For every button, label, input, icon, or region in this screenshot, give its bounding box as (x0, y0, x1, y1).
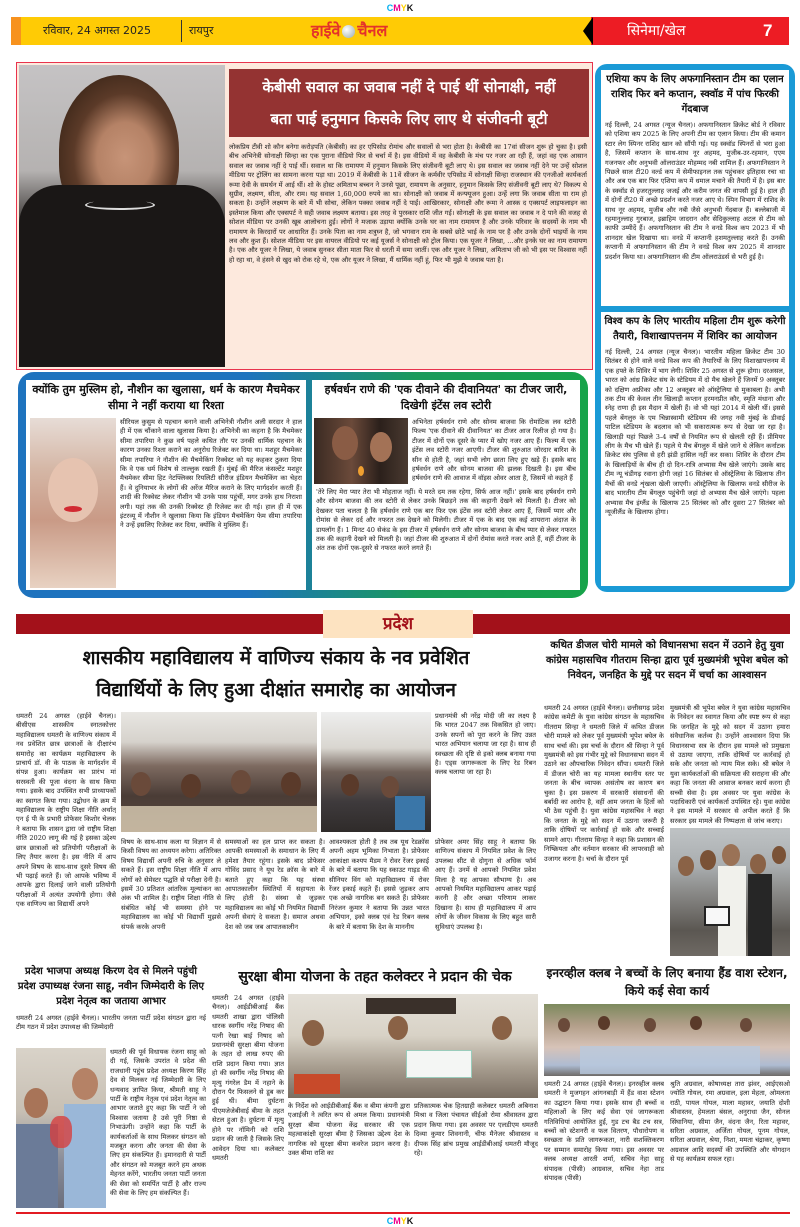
headline-diesel: कथित डीजल चोरी मामले को विधानसभा सदन में उठाने हेतु युवा कांग्रेस महासचिव गीतराम सिन्हा द्वारा पूर्व मुख्यमंत्री भूपेश बघेल को निवेदन, जनहित के मुद्दे पर सदन में चर्चा का आश्वासन (545, 640, 789, 681)
story-nausheen (26, 380, 306, 590)
section-label: सिनेमा/खेल (627, 23, 686, 39)
story-insurance-col2: के निर्देश को आईडीबीआई बैंक व बीमा कंपनी द्वारा एआईजी ने त्वरित रूप से अमल किया। प्रधानमंत्री सुरक्षा बीमा योजना केंद्र सरकार की एक महत्वाकांक्षी सुरक्षा बीमा है जिसका उद्देश्य देश के नागरिक को सुरक्षा बीमा कवरेज प्रदान करना है। उक्त बीमा राशि का (288, 1102, 410, 1158)
story-women-cricket-body: नई दिल्ली, 24 अगस्त (न्यूज चैनल)। भारतीय महिला क्रिकेट टीम 30 सितंबर से होने वाले वनडे विश्व कप की तैयारियों के लिए विशाखापत्तनम में एक हफ्ते के शिविर में भाग लेगी। शिविर 25 अगस्त से शुरू होगा। दरअसल, भारत को आंध्र क्रिकेट संघ के स्टेडियम में दो मैच खेलने हैं जिनमें 9 अक्तूबर को दक्षिण अफ्रीका और 12 अक्तूबर को ऑस्ट्रेलिया से मुकाबला है। अभी तक टीम की केवल तीन खिलाड़ी कप्तान हरमनप्रीत कौर, स्मृति मंधाना और स्नेह राणा ही इस मैदान में खेली हैं। वो भी यहां 2014 में खेली थीं। इससे पहले बेंगलुरु के एम चिन्नास्वामी स्टेडियम की जगह नवी मुंबई के डीवाई पाटिल स्टेडियम के बदलाव को भी सकारात्मक रूप से देखा जा रहा है। खिलाड़ी यहां पिछले 3-4 वर्षों से नियमित रूप से खेलती रही हैं। प्रीमियर लीग के मैच भी खेले हैं। पहले ये मैच बेंगलुरु में खेले जाने थे लेकिन कर्नाटक क्रिकेट संघ पुलिस से हरी झंडी हासिल नहीं कर सका। शिविर के दौरान टीम के खिलाड़ियों के बीच ही दो दिन-रात्रि अभ्यास मैच खेले जाएंगे। उसके बाद टीम न्यू चंडीगढ़ रवाना होगी जहां 16 सितंबर से ऑस्ट्रेलिया के खिलाफ तीन मैचों की वनडे शृंखला खेली जाएगी। ऑस्ट्रेलिया के खिलाफ वनडे सीरीज के बाद भारतीय टीम बेंगलूरु पहुंचेगी जहां दो अभ्यास मैच खेले जाएंगे। पहला अभ्यास मैच इंग्लैंड के खिलाफ 25 सितंबर को और दूसरा 27 सितंबर को न्यूजीलैंड के खिलाफ होगा। (605, 348, 785, 516)
story-college-col2: विषय के साथ-साथ कला या विज्ञान में से किसी विषय का अध्ययन करेगा। अतिरिक्त विषय विद्यार्थी अपनी रुचि के अनुसार ले सकते हैं। इस राष्ट्रीय शिक्षा नीति में आप लोगों को सेमेस्टर पद्धति से परीक्षा देनी है। इसमें 30 प्रतिशत आंतरिक मूल्यांकन का अंक भी शामिल है। राष्ट्रीय शिक्षा नीति से संबंधित कोई भी समस्या होने पर महाविद्यालय का कोई भी विद्यार्थी मुझसे संपर्क करके अपनी (121, 838, 221, 931)
headline-insurance: सुरक्षा बीमा योजना के तहत कलेक्टर ने प्रदान की चेक (238, 969, 512, 985)
congress-delegation-photo (670, 828, 790, 956)
story-college-col4: आवश्यकता होती है तब तब यूथ रेडक्रॉस अपनी अहम भूमिका निभाता है। प्रोफेसर आकांक्षा कश्यप मैडम ने रोवर रेंजर इकाई के बारे में बताया कि यह स्काउट गाइड की सीनियर विंग को महाविद्यालय में रोवर रेंजर इकाई कहते हैं। इससे जुड़कर आप एक अच्छे नागरिक बन सकते हैं। प्रोफेसर निरंजन कुमार ने बताया कि उन्नत भारत अभियान, इको क्लब एवं रेड रिबन क्लब के बारे में बताया कि देश के माननीय (329, 838, 429, 931)
section-banner-label: प्रदेश (323, 610, 473, 638)
headline-afghanistan: एशिया कप के लिए अफगानिस्तान टीम का एलान राशिद फिर बने कप्तान, स्क्वॉड में पांच फिरकी गेंदबाज (606, 74, 784, 115)
chevron-left-icon (583, 17, 593, 45)
story-harshvardhan-body-top: अभिनेता हर्षवर्धन राणे और सोनम बाजवा कि रोमांटिक लव स्टोरी फिल्म 'एक दीवाने की दीवानियत' का टीजर आज रिलीज हो गया है। टीजर में दोनों एक दूसरे के प्यार में खोए नजर आए हैं। फिल्म में एक इंटेंस लव स्टोरी नजर आएगी। टीजर की शुरुआत जोरदार बारिश के सीन से होती है, जहां सभी लोग छाता लिए हुए खड़े हैं। इसके बाद हर्षवर्धन राणे और सोनम बाजवा की झलक दिखती है। इस बीच हर्षवर्धन राणे की आवाज में वॉइस ओवर आता है, जिसमें वो कहते हैं (412, 418, 576, 483)
edition-city: रायपुर (189, 24, 214, 37)
story-diesel-col1: धमतरी 24 अगस्त (हाईवे चैनल)। छत्तीसगढ़ प्रदेश कांग्रेस कमेटी के युवा कांग्रेस संगठन के महासचिव गीतराम सिन्हा ने धमतरी जिले में कथित डीजल चोरी मामले को लेकर पूर्व मुख्यमंत्री भूपेश बघेल के साथ चर्चा की। इस चर्चा के दौरान श्री सिन्हा ने पूर्व मुख्यमंत्री को इस गंभीर मुद्दे को विधानसभा सदन में उठाने का औपचारिक निवेदन सौंपा। धमतरी जिले में डीजल चोरी का यह मामला स्थानीय स्तर पर जनता के बीच व्यापक असंतोष का कारण बन चुका है। इस प्रकरण में सरकारी संसाधनों की बर्बादी का आरोप है, वहीं आम जनता के हितों को भी ठेस पहुंची है। युवा कांग्रेस महासचिव ने कहा कि जनता के मुद्दे को सदन में उठाना जरूरी है ताकि दोषियों पर कार्रवाई हो सके और सच्चाई सामने आए। गीतराम सिन्हा ने कहा कि प्रशासन की निष्क्रियता और वर्तमान सरकार की लापरवाही को उजागर करना है। चर्चा के दौरान पूर्व (544, 704, 664, 863)
story-afghanistan (601, 70, 789, 306)
page-number: 7 (763, 21, 773, 40)
story-bjp-body: धमतरी की पूर्व विधायक रंजना साहू को दी गई, जिसके उपरांत वे प्रदेश की राजधानी पहुंच प्रदेश अध्यक्ष किरण सिंह देव से मिलकर नई जिम्मेदारी के लिए धन्यवाद ज्ञापित किया, श्रीमती साहू ने पार्टी के राष्ट्रीय नेतृत्व एवं प्रदेश नेतृत्व का आभार जताते हुए कहा कि पार्टी ने जो विश्वास जताया है उसे पूरी निष्ठा से निभाऊंगी। उन्होंने कहा कि पार्टी के कार्यकर्ताओं के साथ मिलकर संगठन को मजबूत करना और जनता की सेवा के लिए हम संकल्पित हैं। इमानदारी से पार्टी और संगठन को मजबूत करने हम अथक मेहनत करेंगे, भारतीय जनता पार्टी जनता की सेवा को समर्पित पार्टी है और राज्य की सेवा के लिए हम संकल्पित हैं। (110, 1048, 206, 1198)
print-registration-mark-bottom: CMYK (386, 1216, 414, 1226)
headline-college: शासकीय महाविद्यालय में वाणिज्य संकाय के नव प्रवेशित विद्यार्थियों के लिए हुआ दीक्षांत समारोह का आयोजन (82, 647, 470, 701)
college-hall-photo (321, 712, 431, 832)
sonakshi-photo (19, 65, 225, 367)
story-insurance-col3: प्रतिकात्मक चेक हितग्राही कलेक्टर धमतरी अबिनाश मिश्रा व जिला पंचायत सीईओ रोमा श्रीवास्तव द्वारा प्रदान किया गया। इस अवसर पर एलडीएम धमतरी दिव्या कुमार शिवनानी, चीफ मैनेजर श्रीवास्तव व दीपक सिंह ब्रांच प्रमुख आईडीबीआई धमतरी मौजूद रहे। (414, 1102, 538, 1158)
headline-harshvardhan: हर्षवर्धन राणे की 'एक दीवाने की दीवानियत' का टीजर जारी, दिखेगी इंटेंस लव स्टोरी (324, 383, 568, 412)
story-innerwheel-col1: धमतरी 24 अगस्त (हाईवे चैनल)। इनरव्हील क्लब धमतरी ने मुजगहन आंगनबाड़ी में हैंड वाश स्टेशन का उद्घाटन किया गया। इसके साथ ही बच्चों व महिलाओं के लिए कई सेवा एवं जागरूकता गतिविधियां आयोजित हुईं, गुड टच बैड टच सत्र, बच्चों को स्टेशनरी व फल वितरण, पौधारोपण व स्वच्छता के प्रति जागरूकता, नारी सशक्तिकरण पर सम्मान समारोह किया गया। इस अवसर पर क्लब अध्यक्ष आरती शर्मा, सचिव नेहा साहू संपादक (पीसी) आग्रवाल, सचिव नेहा ताड संपादक (पीसी) (544, 1080, 664, 1183)
innerwheel-group-photo (544, 1004, 790, 1076)
section-tab (591, 17, 789, 45)
story-college-col3: समस्याओं का हल प्राप्त कर सकता है। आपकी समस्याओं के समाधान के लिए मैं हमेशा तैयार रहूंगा। इसके बाद प्रोफेसर गोविंद प्रसाद ने यूथ रेड क्रॉस के बारे में बताते हुए कहा कि यह संस्था आपातकालीन स्थितियों में सहायता के लिए होती है। संस्था से जुड़कर महाविद्यालय का कोई भी नियमित विद्यार्थी अपनी सेवाएं दे सकता है। समाज अथवा देश को जब जब आपातकालीन (225, 838, 325, 931)
newspaper-logo: हाईवे चैनल (311, 21, 388, 40)
story-kbc-body: लोकप्रिय टीवी शो कौन बनेगा करोड़पति (केबीसी) का हर एपिसोड रोमांच और सवालों से भरा होता है। केबीसी का 17वां सीजन शुरू हो चुका है। इसी बीच अभिनेत्री सोनाक्षी सिन्हा का एक पुराना वीडियो फिर से चर्चा में है। इस वीडियो में वह केबीसी के मंच पर नजर आ रही हैं, जहां वह एक आसान सवाल का जवाब नहीं दे पाई थीं। सवाल था कि रामायण में हनुमान किसके लिए संजीवनी बूटी लाए थे। इस सवाल का जवाब नहीं देने पर उन्हें सोशल मीडिया पर ट्रोलिंग का सामना करना पड़ा था। 2019 में केबीसी के 11वें सीजन के कर्मवीर एपिसोड में सोनाक्षी सिन्हा राजस्थान की एनजीओ कार्यकर्ता रूमा देवी के समर्थन में आई थीं। शो के होस्ट अमिताभ बच्चन ने उनसे पूछा, रामायण के अनुसार, हनुमान किसके लिए संजीवनी बूटी लाए थे? विकल्प थे सुग्रीव, लक्ष्मण, सीता, और राम। यह सवाल 1,60,000 रुपये का था। सोनाक्षी को जवाब में कन्फ्यूजन हुआ। उन्हें लगा कि जवाब सीता या राम हो सकता है। उन्होंने लक्ष्मण के बारे में भी सोचा, लेकिन पक्का जवाब नहीं दे पाईं। आखिरकार, सोनाक्षी और रूमा ने आस्क द एक्सपर्ट लाइफलाइन का इस्तेमाल किया और एक्सपर्ट ने सही जवाब लक्ष्मण बताया। इस तरह वे पुरस्कार राशि जीत गईं। सोनाक्षी के इस सवाल का जवाब न दे पाने की वजह से सोशल मीडिया पर उनकी खूब आलोचना हुई। लोगों ने मजाक उड़ाया क्योंकि उनके घर का नाम रामायण है और उनके परिवार के सदस्यों के नाम भी रामायण के किरदारों पर आधारित हैं। उनके पिता का नाम शत्रुघ्न है, जो भगवान राम के सबसे छोटे भाई के नाम पर है और उनके दोनों भाइयों के नाम लव और कुश हैं। सोशल मीडिया पर इस वायरल वीडियो पर कई यूजर्स ने सोनाक्षी को ट्रोल किया। एक यूजर ने लिखा, ...और इनके घर का नाम रामायण है। एक और यूजर ने लिखा, ये जवाब सुनकर सीता माता फिर से धरती में समा जातीं। एक और यूजर ने लिखा, अमिताभ जी को भी इस पर विश्वास नहीं हो रहा था, वे हंसने से खुद को रोक रहे थे, एक और यूजर ने लिखा, मैं धार्मिक नहीं हूं, फिर भी मुझे ये जवाब पता है। (229, 143, 587, 264)
masthead-edge (11, 17, 21, 45)
story-college-col5-top: प्रधानमंत्री श्री नरेंद्र मोदी जी का लक्ष्य है कि भारत 2047 तक विकसित हो जाए। उनके सपनों को पूरा करने के लिए उन्नत भारत अभियान चलाया जा रहा है। साथ ही स्वच्छता की दृष्टि से इको क्लब बनाया गया है। एड्स जागरूकता के लिए रेड रिबन क्लब चलाया जा रहा है। (435, 712, 536, 777)
story-innerwheel-col2: श्रुति अग्रवाल, कोषाध्यक्ष तारा झंवर, आईएसओ ज्योति गोयल, रमा अग्रवाल, इला मेहता, ओमलता राठी, पायल गोयल, माला महावर, जयाति दोशी श्रीवास्तव, हेमलता बंसल, अनुराधा जैन, सोनल सिंघानिया, सीमा जैन, वंदना जैन, रिता महावर, सरिता अग्रवाल, अर्जिता गोयल, पूनम गोयल, सरिता अग्रवाल, श्रेया, निशा, ममता चंद्राकर, कृष्णा अग्रवाल आदि सदस्यों की उपस्थिति और योगदान से यह कार्यक्रम सफल रहा। (670, 1080, 790, 1164)
divider (181, 20, 182, 42)
footer-rule (16, 1212, 790, 1214)
story-women-cricket (601, 312, 789, 586)
story-insurance-col1: धमतरी 24 अगस्त (हाईवे चैनल)। आईडीबीआई बैंक धमतरी शाखा द्वारा पॉलिसी धारक स्वर्गीय नरेंद्र निषाद की पत्नी रेखा बाई निषाद को प्रधानमंत्री सुरक्षा बीमा योजना के तहत दो लाख रुपए की राशि प्रदान किया गया। ज्ञात हो की स्वर्गीय नरेंद्र निषाद की मृत्यु गंगरेल डैम में नहाने के दौरान पैर फिसलने से डूब कर हुई थी। बीमा दुर्घटना पीएमजेजेबीवाई बीमा के तहत सेटल हुआ है। दुर्घटना में मृत्यु होने पर नॉमिनी को राशि प्रदान की जाती है जिसके लिए आवेदन दिया था। कलेक्टर धमतरी (212, 994, 284, 1162)
story-harshvardhan (312, 380, 580, 590)
globe-icon (342, 25, 355, 38)
story-college-col5-bottom: प्रोफेसर अमर सिंह साहू ने बताया कि वाणिज्य संकाय में नियमित प्रवेश के लिए उपलब्ध सीट से दोगुना से अधिक फॉर्म आए हैं। उनमें से आपको नियमित प्रवेश मिला है यह आपका सौभाग्य है। अब आपको नियमित महाविद्यालय आकर पढ़ाई करनी है और अच्छा परिणाम लाकर दिखाना है। साथ ही महाविद्यालय में आप लोगों के जीवन विकास के लिए बहुत सारी सुविधाएं उपलब्ध है। (435, 838, 536, 931)
story-diesel-col2: मुख्यमंत्री श्री भूपेश बघेल ने युवा कांग्रेस महासचिव के निवेदन का स्वागत किया और स्पष्ट रूप से कहा कि जनहित के मुद्दे को सदन में उठाना हमारा संवैधानिक कर्तव्य है। उन्होंने आश्वासन दिया कि विधानसभा सत्र के दौरान इस मामले को प्रमुखता से उठाया जाएगा, ताकि दोषियों पर कार्रवाई हो सके और जनता को न्याय मिल सके। श्री बघेल ने युवा कार्यकर्ताओं की सक्रियता की सराहना की और कहा कि जनता की आवाज बनकर कार्य करना ही सच्ची सेवा है। इस अवसर पर युवा कांग्रेस के पदाधिकारी एवं कार्यकर्ता उपस्थित रहे। युवा कांग्रेस ने इस मामले में सरकार से अपील करते हैं कि सरकार इस मामले की निष्पक्षता से जांच कराए। (670, 704, 790, 824)
headline-innerwheel: इनरव्हील क्लब ने बच्चों के लिए बनाया हैंड वाश स्टेशन, किये कई सेवा कार्य (546, 966, 788, 998)
sports-column (595, 64, 795, 592)
headline-bjp: प्रदेश भाजपा अध्यक्ष किरण देव से मिलने पहुंची प्रदेश उपाध्यक्ष रंजना साहू, नवीन जिम्मेदारी के लिए प्रदेश नेतृत्व का जताया आभार (17, 966, 205, 1007)
headline-nausheen: क्योंकि तुम मुस्लिम हो, नौशीन का खुलासा, धर्म के कारण मैचमेकर सीमा ने नहीं कराया था रिश्ता (32, 383, 300, 412)
print-registration-mark-top: CMYK (386, 3, 414, 13)
teaser-still-photo (314, 418, 408, 484)
headline-kbc: केबीसी सवाल का जवाब नहीं दे पाई थीं सोनाक्षी, नहीं बता पाई हनुमान किसके लिए लाए थे संजीवनी बूटी (229, 69, 589, 137)
story-afghanistan-body: नई दिल्ली, 24 अगस्त (न्यूज चैनल)। अफगानिस्तान क्रिकेट बोर्ड ने रविवार को एशिया कप 2025 के लिए अपनी टीम का एलान किया। टीम की कमान स्टार लेग स्पिनर राशिद खान को सौंपी गई। यह स्क्वॉड स्पिनरों से भरा हुआ है, जिसमें कप्तान के साथ-साथ नूर अहमद, मुजीब-उर-रहमान, एएम गजनफर और अनुभवी ऑलराउंडर मोहम्मद नबी शामिल हैं। अफगानिस्तान ने पिछले साल टी20 वर्ल्ड कप में सेमीफाइनल तक पहुंचकर इतिहास रचा था और अब एक बार फिर एशिया कप में धमाल मचाने की तैयारी में है। इस बार के स्क्वॉड से हजरतुल्लाह जजई और करीम जनत की वापसी हुई है। हाल ही में दोनों टी20 में अच्छे प्रदर्शन करते नजर आए थे। स्पिन विभाग में राशिद के साथ नूर अहमद, मुजीब और नबी जैसे अनुभवी गेंदबाज हैं। बल्लेबाजी में रहमानुल्लाह गुरबाज, इब्राहिम जादरान और सेदिकुल्लाह अटल से टीम को काफी उम्मीदें हैं। अफगानिस्तान की टीम ने वनडे विश्व कप 2023 में भी शानदार खेल दिखाया था। वनडे में कप्तानी हशमतुल्लाह करते हैं। उनकी कप्तानी में अफगानिस्तान की टीम ने वनडे विश्व कप 2025 में शानदार प्रदर्शन किया था। अफगानिस्तान की टीम ऑलराउंडर्स से भरी हुई है। (605, 121, 785, 261)
bjp-meeting-photo (16, 1048, 106, 1208)
story-kbc (16, 62, 593, 370)
story-nausheen-body: सीरियल कुसुम से पहचान बनाने वाली अभिनेत्री नौशीन अली सरदार ने हाल ही में एक चौंकाने वाला खुलासा किया है। अभिनेत्री का कहना है कि मैचमेकर सीमा तपारिया ने कुछ वर्ष पहले कथित तौर पर उनकी धार्मिक पहचान के कारण उनका रिश्ता कराने का अनुरोध रिजेक्ट कर दिया था। मशहूर मैचमेकर सीमा तपारिया ने नौशीन की मैचमेकिंग रिक्वेस्ट को यह कहकर ठुकरा दिया कि वे एक धर्म विशेष से ताल्लुक रखती हैं। मुंबई की मैरिज कंसल्टेंट मशहूर मैचमेकर सीमा हिट नेटफ्लिक्स रियलिटी सीरीज इंडियन मैचमेकिंग का चेहरा हैं। वे दुनियाभर के लोगों की अरेंज मैरिज कराने के लिए मार्गदर्शन करती हैं। शादी की रिक्वेस्ट लेकर नौशीन भी उनके पास पहुंचीं, मगर उनके हाथ निराशा लगी। यहां तक की उनकी रिक्वेस्ट ही रिजेक्ट कर दी गई। हाल ही में एक इंटरव्यू में नौशीन ने खुलासा किया कि इंडियन मैचमेकिंग फेम सीमा तपारिया ने उन्हें इसलिए रिजेक्ट कर दिया, क्योंकि वे मुस्लिम हैं। (120, 418, 302, 530)
story-college-col1: धमतरी 24 अगस्त (हाईवे चैनल)। बीसीएस शासकीय स्नातकोत्तर महाविद्यालय धमतरी के वाणिज्य संकाय में नव प्रवेशित छात्र छात्राओं के दीक्षारंभ समारोह का कार्यक्रम महाविद्यालय के प्राचार्य डॉ. वी के पाठक के मार्गदर्शन में संपन्न हुआ। कार्यक्रम का प्रारंभ मां सरस्वती की पूजा वंदना के साथ किया गया। इसके बाद उपस्थित सभी प्राध्यापकों का स्वागत किया गया। उद्बोधन के क्रम में महाविद्यालय के राष्ट्रीय शिक्षा नीति अर्थात् एन ई पी के प्रभारी प्रोफेसर किशोर चेलक ने बताया कि शासन द्वारा जो राष्ट्रीय शिक्षा नीति 2020 लागू की गई है इसका उद्देश्य छात्र छात्राओं को प्रतियोगी परीक्षाओं के लिए तैयार करना है। इस नीति में आप अपने विषय के साथ-साथ दूसरे विषय की भी पढ़ाई करते हैं। जो आपके भविष्य में आपके द्वारा दिलाई जाने वाली प्रतियोगी परीक्षाओं में अत्यंत उपयोगी होगा। जैसे एक वाणिज्य का विद्यार्थी अपने (16, 712, 116, 909)
college-students-photo (121, 712, 317, 832)
story-harshvardhan-body-bottom: 'तेरे लिए मेरा प्यार तेरा भी मोहताज नहीं। ये मरते दम तक रहेगा, सिर्फ आज नहीं।' इसके बाद हर्षवर्धन राणे और सोनम बाजवा की लव स्टोरी से लेकर उनके बिछड़ने तक की कहानी देखने को मिलती है। टीजर को देखकर पता चलता है कि हर्षवर्धन राणे एक बार फिर एक इंटेंस लव स्टोरी लेकर आए हैं, जिसमें प्यार और रोमांस से लेकर दर्द और नफरत तक देखने को मिलेगी। टीजर में एक के बाद एक कई शायराना अंदाज के डायलॉग हैं। 1 मिनट 40 सेकंड के इस टीजर में हर्षवर्धन राणे और सोनम बाजवा के बीच प्यार से लेकर नफरत तक की कहानी देखने को मिलती है। जहां टीजर की शुरुआत में दोनों रोमांस करते नजर आते हैं, वहीं टीजर के अंत तक दोनों एक-दूसरे से नफरत करने लगते हैं। (316, 488, 576, 553)
featured-box (18, 372, 588, 598)
collector-cheque-photo (288, 994, 538, 1098)
nausheen-photo (30, 418, 116, 588)
issue-date: रविवार, 24 अगस्त 2025 (43, 24, 152, 37)
headline-women-cricket: विश्व कप के लिए भारतीय महिला टीम शुरू करेगी तैयारी, विशाखापत्तनम में शिविर का आयोजन (604, 316, 786, 342)
masthead (11, 17, 789, 45)
story-bjp-lead: धमतरी 24 अगस्त (हाईवे चैनल)। भारतीय जनता पार्टी प्रदेश संगठन द्वारा नई टीम गठन में प्रदेश उपाध्यक्ष की जिम्मेदारी (16, 1014, 206, 1032)
